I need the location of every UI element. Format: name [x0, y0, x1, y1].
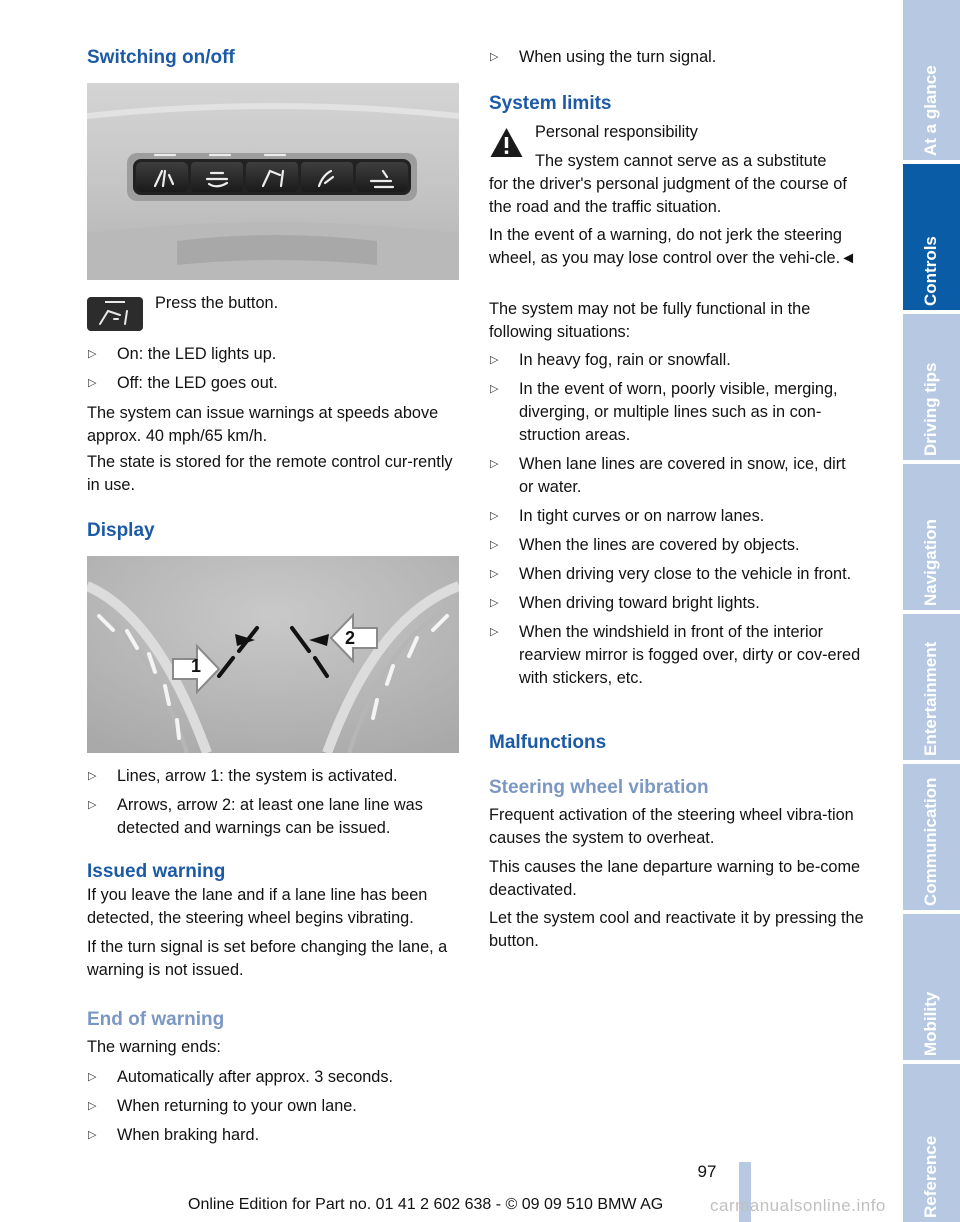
sidebar-tab-at-a-glance[interactable]: [903, 0, 960, 160]
tab-label: Communication: [921, 777, 940, 906]
bullet-icon: ▷: [490, 354, 499, 366]
tab-label: Driving tips: [921, 362, 940, 456]
button-panel-photo: [87, 83, 459, 280]
end-list: [87, 1066, 462, 1153]
heading-switching-on-off: Switching on/off: [87, 47, 235, 68]
bullet-icon: ▷: [88, 1129, 97, 1141]
tab-label: Entertainment: [921, 641, 940, 756]
bullet-icon: ▷: [88, 348, 97, 360]
warning-title: Personal responsibility: [535, 123, 698, 141]
bullet-icon: ▷: [88, 770, 97, 782]
bullet-icon: ▷: [490, 597, 499, 609]
sidebar-tab-driving-tips[interactable]: [903, 314, 960, 460]
list-item: ▷ When driving toward bright lights.: [489, 592, 864, 615]
list-item: ▷ When driving very close to the vehicle in front.: [489, 563, 864, 586]
tab-label: Navigation: [921, 519, 940, 606]
press-the-button-text: Press the button.: [155, 294, 279, 312]
bullet-icon: ▷: [490, 458, 499, 470]
frequent-paragraph: Frequent activation of the steering wheel vibra-tion causes the system to overheat.: [489, 806, 854, 847]
watermark-text: carmanualsonline.info: [710, 1196, 886, 1215]
heading-end-of-warning: End of warning: [87, 1009, 225, 1030]
list-item: ▷ In heavy fog, rain or snowfall.: [489, 349, 864, 372]
heading-steering-wheel-vibration: Steering wheel vibration: [489, 777, 709, 798]
arrow-2-label: 2: [345, 628, 356, 648]
list-item: ▷ When the lines are covered by objects.: [489, 534, 864, 557]
list-item: ▷ In the event of worn, poorly visible, merging, diverging, or multiple lines such as in con-struction areas.: [490, 380, 838, 444]
list-item: ▷ When the windshield in front of the interior rearview mirror is fogged over, dirty or cov-ered with stickers, etc.: [490, 623, 861, 687]
not-fully-paragraph: The system may not be fully functional in the following situations:: [489, 300, 811, 341]
list-item: ▷ When braking hard.: [87, 1124, 462, 1147]
on-off-list: [87, 343, 462, 401]
limits-list: [489, 349, 864, 696]
tab-label: At a glance: [921, 65, 940, 156]
sidebar-tab-navigation[interactable]: [903, 464, 960, 610]
bullet-icon: ▷: [490, 626, 499, 638]
bullet-icon: ▷: [490, 383, 499, 395]
bullet-icon: ▷: [490, 568, 499, 580]
list-item: ▷ When returning to your own lane.: [87, 1095, 462, 1118]
sidebar-tab-entertainment[interactable]: [903, 614, 960, 760]
warning-triangle-icon: [489, 126, 524, 159]
footer-edition-text: Online Edition for Part no. 01 41 2 602 638 - © 09 09 510 BMW AG: [188, 1196, 664, 1213]
tab-label: Reference: [921, 1135, 940, 1218]
bullet-icon: ▷: [490, 51, 499, 63]
page-number: 97: [697, 1162, 717, 1181]
state-paragraph: The state is stored for the remote control cur-rently in use.: [87, 453, 453, 494]
list-item: ▷ Off: the LED goes out.: [87, 372, 462, 395]
sidebar-tab-communication[interactable]: [903, 764, 960, 910]
turn-signal-list: [489, 46, 864, 75]
heading-display: Display: [87, 520, 155, 541]
heading-malfunctions: Malfunctions: [489, 732, 607, 753]
arrow-1-label: 1: [191, 656, 202, 676]
tab-label: Mobility: [921, 991, 940, 1056]
causes-paragraph: This causes the lane departure warning to be-come deactivated.: [489, 858, 861, 899]
display-photo: [87, 556, 459, 753]
sidebar-tab-mobility[interactable]: [903, 914, 960, 1060]
tab-label: Controls: [921, 236, 940, 306]
list-item: ▷ Automatically after approx. 3 seconds.: [87, 1066, 462, 1089]
heading-system-limits: System limits: [489, 93, 612, 114]
jerk-paragraph: In the event of a warning, do not jerk the steering wheel, as you may lose control over the vehi-cle.◄: [489, 226, 857, 267]
list-item: ▷ Lines, arrow 1: the system is activated.: [87, 765, 462, 788]
sidebar-tab-reference[interactable]: [903, 1064, 960, 1222]
warning-ends-paragraph: The warning ends:: [87, 1038, 221, 1056]
warning-line-1: The system cannot serve as a substitute: [535, 152, 827, 170]
bullet-icon: ▷: [88, 799, 97, 811]
warning-rest: for the driver's personal judgment of the course of the road and the traffic situation.: [489, 175, 847, 216]
bullet-icon: ▷: [88, 1071, 97, 1083]
speed-paragraph: The system can issue warnings at speeds above approx. 40 mph/65 km/h.: [87, 404, 439, 445]
bullet-icon: ▷: [490, 539, 499, 551]
issued-paragraph-1: If you leave the lane and if a lane line has been detected, the steering wheel begins vibrating.: [87, 886, 428, 927]
heading-issued-warning: Issued warning: [87, 861, 226, 882]
bullet-icon: ▷: [490, 510, 499, 522]
display-list: [87, 765, 462, 846]
bullet-icon: ▷: [88, 1100, 97, 1112]
issued-paragraph-2: If the turn signal is set before changing the lane, a warning is not issued.: [87, 938, 448, 979]
cool-paragraph: Let the system cool and reactivate it by pressing the button.: [489, 909, 864, 950]
list-item: ▷ When using the turn signal.: [489, 46, 864, 69]
list-item: ▷ When lane lines are covered in snow, ice, dirt or water.: [490, 455, 846, 496]
bullet-icon: ▷: [88, 377, 97, 389]
sidebar-tab-controls[interactable]: [903, 164, 960, 310]
list-item: ▷ In tight curves or on narrow lanes.: [489, 505, 864, 528]
list-item: ▷ On: the LED lights up.: [87, 343, 462, 366]
list-item: ▷ Arrows, arrow 2: at least one lane line was detected and warnings can be issued.: [88, 796, 423, 837]
lane-departure-button-icon: [87, 297, 143, 331]
